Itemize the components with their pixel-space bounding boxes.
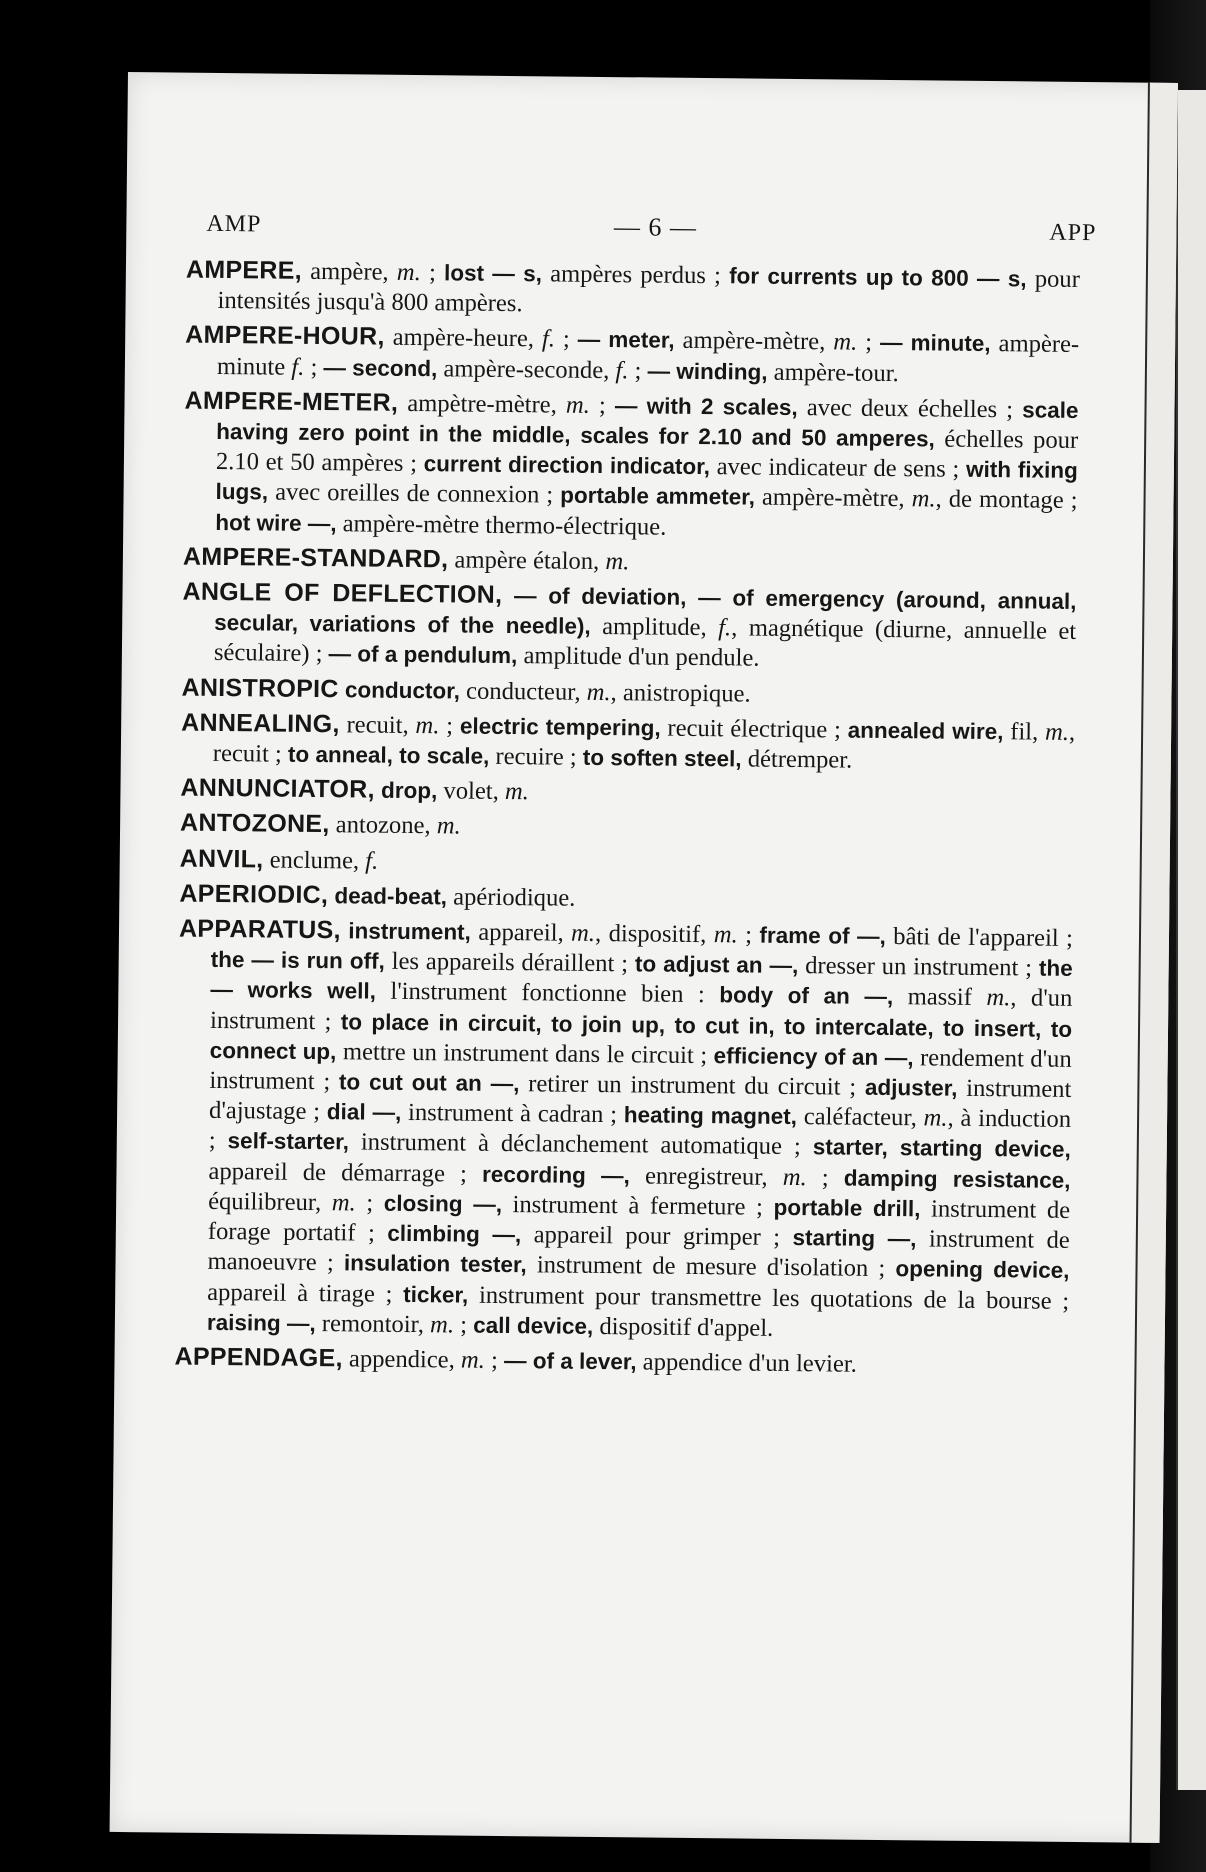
entry-text: appareil pour grimper ; [521, 1221, 793, 1252]
english-term: portable ammeter, [560, 482, 756, 511]
entry-text: recuit électrique ; [660, 714, 848, 744]
entry-text: , d'un instrument ; [209, 984, 1073, 1035]
entry-text: amplitude, [590, 613, 719, 642]
entry-text: avec oreilles de connexion ; [267, 478, 561, 509]
english-term: drop, [374, 777, 438, 804]
english-term: with fixing lugs, [215, 457, 1078, 505]
entry-text: ; [737, 921, 760, 949]
entry-text: instrument à fermeture ; [501, 1190, 774, 1221]
entry-text: appendice d'un levier. [636, 1348, 857, 1378]
entry-text: détremper. [741, 745, 853, 774]
entry-text: retirer un instrument du circuit ; [519, 1070, 866, 1101]
entry-text: recuit, [339, 711, 416, 739]
page-number: — 6 — [613, 212, 698, 242]
dictionary-entry [175, 914, 1073, 1347]
english-term: heating magnet, [623, 1102, 798, 1130]
gender-marker: f. [365, 847, 379, 875]
english-term: frame of —, [759, 922, 886, 950]
english-term: body of an —, [719, 982, 894, 1010]
entry-headword: ANTOZONE, [179, 809, 330, 839]
entry-text: ; [439, 712, 461, 740]
english-term: damping resistance, [843, 1165, 1071, 1193]
entry-text: appareil de démarrage ; [208, 1157, 483, 1188]
dictionary-entry [180, 808, 1074, 849]
english-term: portable drill, [773, 1194, 921, 1222]
gender-marker: m. [713, 921, 738, 949]
entry-text: appareil à tirage ; [207, 1278, 404, 1308]
gender-marker: m. [911, 485, 936, 513]
gender-marker: f. [541, 325, 556, 353]
entry-text: instrument à cadran ; [401, 1099, 624, 1129]
english-term: — second, [323, 354, 438, 381]
entry-text: ampère-mètre, [674, 327, 834, 356]
entry-text: ampère étalon, [448, 546, 606, 575]
dictionary-entry [183, 541, 1077, 582]
entry-text: antozone, [329, 811, 437, 840]
english-term: electric tempering, [459, 713, 661, 741]
dictionary-entry [180, 843, 1074, 884]
english-term: — of a lever, [503, 1347, 637, 1375]
dictionary-entry [174, 1341, 1068, 1382]
entry-text: ; [355, 1189, 384, 1217]
entry-headword: ANGLE OF DEFLECTION, [182, 577, 503, 609]
dictionary-entry [181, 672, 1075, 713]
gender-marker: m. [833, 328, 858, 357]
english-term: to cut out an —, [338, 1069, 520, 1097]
english-term: scale having zero point in the middle, scales for 2.10 and 50 amperes, [216, 397, 1079, 452]
entry-text: instrument d'ajustage ; [208, 1074, 1072, 1126]
entry-headword: ANNEALING, [181, 708, 340, 739]
english-term: to place in circuit, to join up, to cut in, to intercalate, to insert, to connect up, [209, 1008, 1073, 1065]
entry-text: , dispositif, [594, 920, 714, 949]
english-term: ticker, [403, 1281, 469, 1308]
gender-marker: m. [460, 1346, 486, 1374]
entry-list [174, 255, 1080, 1386]
entry-text: amplitude d'un pendule. [517, 642, 760, 673]
entry-text: ; [484, 1346, 505, 1374]
entry-text: instrument de mesure d'isolation ; [526, 1251, 896, 1283]
english-term: current direction indicator, [423, 451, 711, 480]
entry-text: rendement d'un instrument ; [209, 1044, 1072, 1096]
entry-text: équilibreur, [208, 1187, 332, 1217]
gender-marker: m. [586, 678, 611, 706]
entry-text: ; [554, 325, 578, 354]
entry-headword: APERIODIC, [179, 879, 329, 910]
english-term: starting —, [792, 1225, 917, 1252]
english-term: recording —, [481, 1161, 631, 1189]
english-term: efficiency of an —, [713, 1043, 914, 1071]
entry-text: dresser un instrument ; [798, 952, 1040, 982]
entry-headword: AMPERE, [185, 255, 303, 285]
entry-headword: APPARATUS, [178, 914, 341, 945]
gender-marker: f. [615, 356, 629, 384]
entry-text: ; [628, 356, 648, 385]
english-term: dial —, [326, 1099, 402, 1126]
gender-marker: m. [429, 1310, 455, 1339]
entry-text: avec deux échelles ; [797, 393, 1023, 424]
entry-text: ampètre-mètre, [398, 389, 567, 419]
entry-text: ; [453, 1311, 474, 1339]
entry-headword: AMPERE-STANDARD, [182, 542, 449, 574]
entry-text: , magnétique (diurne, annuelle et séculaire) ; [213, 614, 1077, 668]
english-term: — with 2 scales, [614, 392, 798, 420]
entry-text: ; [304, 353, 324, 381]
entry-text: ampère-seconde, [437, 354, 616, 384]
entry-headword: APPENDAGE, [174, 1342, 344, 1373]
english-term: raising —, [206, 1309, 316, 1336]
entry-text: ; [806, 1163, 845, 1192]
entry-headword: AMPERE-METER, [184, 386, 399, 417]
entry-text: enclume, [263, 846, 366, 875]
english-term: climbing —, [387, 1220, 522, 1248]
entry-text: ampère-minute [216, 330, 1080, 381]
entry-text: pour intensités jusqu'à 800 ampères. [217, 265, 1081, 318]
gender-marker: m. [565, 391, 591, 419]
gender-marker: m. [436, 812, 461, 840]
gender-marker: m. [331, 1189, 356, 1217]
entry-text: instrument de manoeuvre ; [207, 1225, 1070, 1277]
english-term: hot wire —, [215, 509, 337, 536]
entry-text: ; [420, 259, 445, 287]
entry-text: ampère-heure, [384, 324, 543, 353]
entry-text: dispositif d'appel. [593, 1312, 774, 1342]
dictionary-entry [179, 878, 1073, 919]
entry-text: enregistreur, [629, 1162, 783, 1191]
entry-text: fil, [1003, 718, 1046, 746]
entry-text: appareil, [470, 918, 572, 947]
entry-headword: ANISTROPIC [181, 673, 339, 703]
gender-marker: m. [923, 1104, 948, 1132]
english-term: annealed wire, [847, 717, 1004, 745]
gender-marker: m. [415, 711, 440, 740]
english-term: — meter, [577, 327, 675, 354]
entry-headword: ANNUNCIATOR, [180, 773, 375, 804]
facing-page-edge [1176, 90, 1206, 1790]
english-term: call device, [473, 1312, 594, 1339]
entry-headword: ANVIL, [179, 844, 264, 874]
english-term: insulation tester, [343, 1250, 527, 1278]
entry-text: , recuit ; [212, 718, 1076, 768]
entry-text: recuire ; [489, 742, 583, 771]
gender-marker: m. [1044, 718, 1070, 746]
english-term: the — works well, [210, 955, 1073, 1005]
entry-text: ampère-mètre, [754, 484, 912, 513]
gender-marker: m. [605, 547, 630, 576]
english-term: to soften steel, [582, 744, 742, 772]
gender-marker: f. [291, 353, 305, 381]
entry-text: massif [893, 983, 987, 1012]
english-term: dead-beat, [328, 883, 448, 910]
entry-text: ampère-mètre thermo-électrique. [336, 509, 667, 541]
entry-text: ; [589, 391, 616, 419]
entry-text: avec indicateur de sens ; [709, 453, 967, 484]
gender-marker: m. [396, 258, 421, 287]
entry-text: ampère, [301, 257, 398, 286]
gender-marker: m. [504, 778, 530, 806]
english-term: adjuster, [864, 1074, 958, 1101]
entry-text: ampère-tour. [767, 358, 899, 387]
dictionary-entry [185, 320, 1080, 391]
entry-text: l'instrument fonctionne bien : [375, 978, 720, 1009]
entry-text: ampères perdus ; [541, 260, 730, 290]
gender-marker: f. [718, 614, 732, 642]
english-term: to adjust an —, [634, 951, 799, 979]
english-term: — of deviation, — of emergency (around, annual, secular, variations of the needle), [214, 582, 1077, 640]
english-term: — winding, [647, 358, 768, 385]
entry-text: appendice, [342, 1345, 462, 1374]
english-term: lost — s, [443, 260, 543, 287]
entry-text: , anistropique. [610, 678, 751, 708]
english-term: — of a pendulum, [328, 641, 518, 669]
dictionary-entry [183, 385, 1079, 546]
entry-text: caléfacteur, [796, 1103, 924, 1132]
dictionary-entry [181, 707, 1076, 778]
english-term: closing —, [383, 1190, 503, 1217]
dictionary-page [110, 72, 1178, 1843]
gender-marker: m. [986, 984, 1011, 1012]
running-header [206, 208, 1096, 247]
entry-text: mettre un instrument dans le circuit ; [336, 1038, 714, 1070]
english-term: — minute, [879, 330, 991, 357]
entry-text: conducteur, [459, 677, 587, 706]
english-term: opening device, [895, 1256, 1070, 1284]
header-right-guideword: APP [1049, 219, 1097, 247]
english-term: the — is run off, [210, 947, 385, 975]
gender-marker: m. [570, 919, 596, 947]
entry-text: instrument de forage portatif ; [207, 1195, 1071, 1247]
english-term: for currents up to 800 — s, [729, 263, 1027, 292]
english-term: starter, starting device, [812, 1134, 1071, 1163]
entry-text: ; [857, 329, 881, 357]
entry-text: échelles pour 2.10 et 50 ampères ; [215, 425, 1079, 478]
dictionary-entry [182, 577, 1077, 678]
entry-text: volet, [437, 777, 506, 806]
entry-text: instrument pour transmettre les quotations de la bourse ; [468, 1281, 1070, 1315]
dictionary-entry [185, 255, 1080, 326]
entry-text: instrument à déclanchement automatique ; [348, 1128, 813, 1161]
entry-text: remontoir, [315, 1309, 431, 1338]
entry-text: bâti de l'appareil ; [885, 923, 1074, 953]
dictionary-entry [180, 773, 1074, 814]
entry-text: apériodique. [446, 883, 576, 912]
entry-text: les appareils déraillent ; [384, 948, 636, 978]
english-term: conductor, [338, 676, 461, 704]
header-left-guideword: AMP [206, 210, 262, 238]
entry-headword: AMPERE-HOUR, [185, 321, 385, 352]
english-term: instrument, [340, 918, 472, 945]
gender-marker: m. [782, 1163, 807, 1191]
entry-text: , de montage ; [935, 485, 1078, 515]
entry-text: , à induction ; [208, 1104, 1072, 1155]
english-term: self-starter, [227, 1128, 350, 1155]
english-term: to anneal, to scale, [287, 741, 490, 769]
